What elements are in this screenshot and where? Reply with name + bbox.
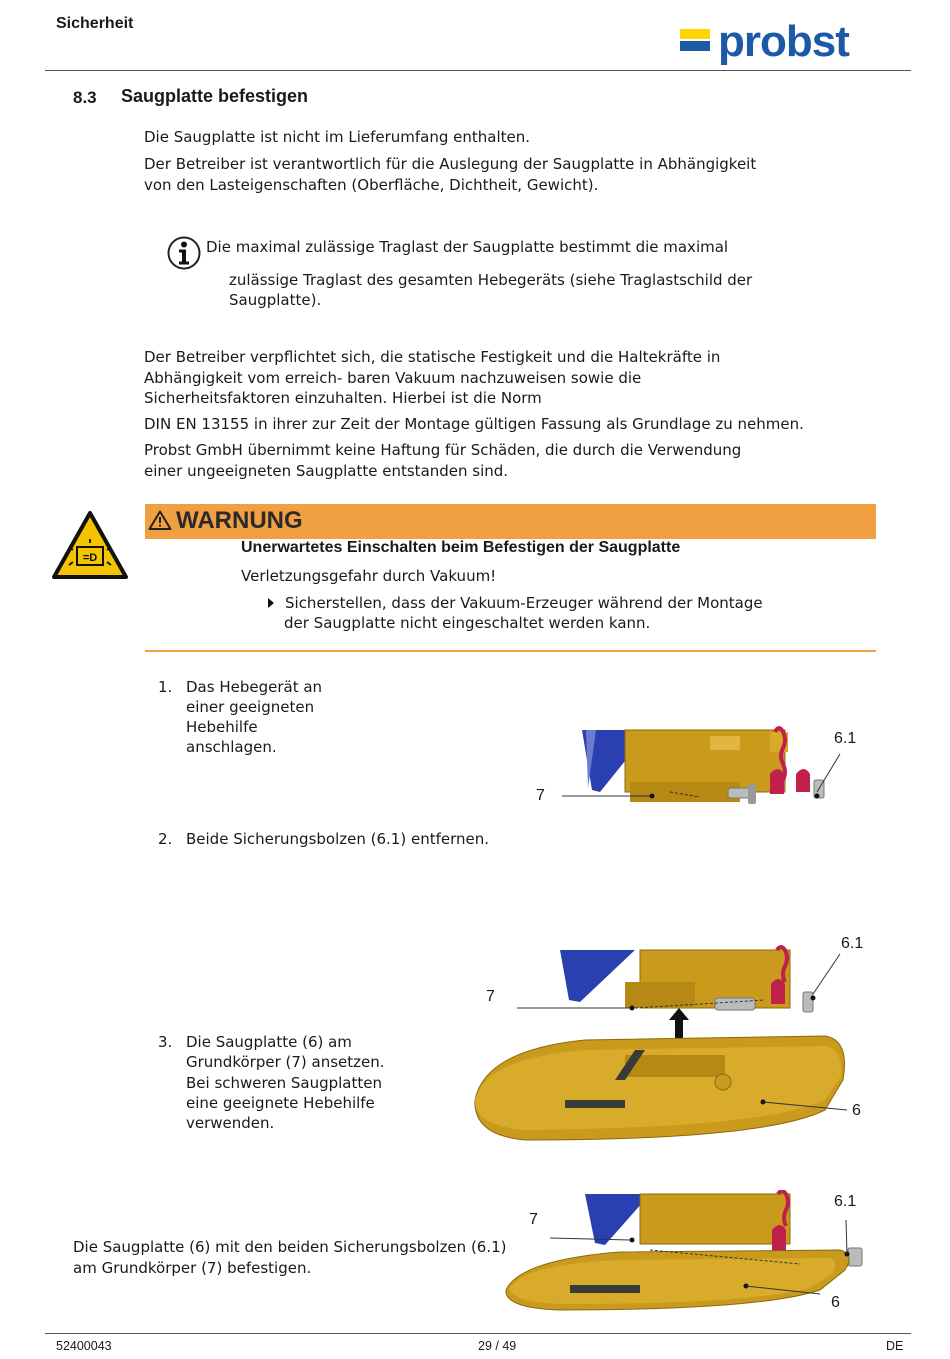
warning-action-line-1: Sicherstellen, dass der Vakuum-Erzeuger während der Montage: [285, 594, 763, 612]
step-2-line-1: Beide Sicherungsbolzen (6.1) entfernen.: [186, 830, 490, 848]
intro-paragraph-2-line1: Der Betreiber ist verantwortlich für die Auslegung der Saugplatte in Abhängigkeit: [144, 155, 757, 173]
step-3-line-1: Die Saugplatte (6) am: [186, 1033, 352, 1051]
operator-line-5: Probst GmbH übernimmt keine Haftung für Schäden, die durch die Verwendung: [144, 441, 742, 459]
info-line-2: zulässige Traglast des gesamten Hebegeräts (siehe Traglastschild der: [229, 271, 753, 289]
intro-paragraph-1: Die Saugplatte ist nicht im Lieferumfang enthalten.: [144, 128, 531, 146]
step-1-line-3: Hebehilfe: [186, 718, 258, 736]
warning-bar: [145, 504, 876, 539]
probst-logo: [680, 20, 908, 68]
pictogram-text: =D: [82, 552, 98, 564]
fig3-label-7: 7: [529, 1211, 538, 1228]
footer-language: DE: [886, 1339, 904, 1353]
header-section-title: Sicherheit: [56, 15, 134, 32]
step-1-line-4: anschlagen.: [186, 738, 277, 756]
operator-line-6: einer ungeeigneten Saugplatte entstanden sind.: [144, 462, 509, 480]
step-3-number: 3.: [158, 1033, 173, 1051]
operator-line-2: Abhängigkeit vom erreich- baren Vakuum nachzuweisen sowie die: [144, 369, 642, 387]
fig2-label-6: 6: [852, 1102, 861, 1119]
figure-suction-plate-positioning: [465, 940, 860, 1150]
step-2-number: 2.: [158, 830, 173, 848]
info-line-1: Die maximal zulässige Traglast der Saugplatte bestimmt die maximal: [206, 238, 729, 256]
operator-line-4: DIN EN 13155 in ihrer zur Zeit der Montage gültigen Fassung als Grundlage zu nehmen.: [144, 415, 804, 433]
warning-bottom-rule: [145, 650, 876, 652]
fig3-label-6-1: 6.1: [834, 1193, 857, 1210]
warning-subtitle: Unerwartetes Einschalten beim Befestigen der Saugplatte: [241, 539, 681, 556]
final-line-2: am Grundkörper (7) befestigen.: [73, 1259, 312, 1277]
footer-page-number: 29 / 49: [478, 1339, 517, 1353]
operator-line-1: Der Betreiber verpflichtet sich, die statische Festigkeit und die Haltekräfte in: [144, 348, 721, 366]
header-rule: [45, 70, 911, 71]
warning-triangle-icon: [148, 510, 172, 530]
svg-text:probst: probst: [718, 20, 849, 66]
final-line-1: Die Saugplatte (6) mit den beiden Sicherungsbolzen (6.1): [73, 1238, 507, 1256]
step-3-line-4: eine geeignete Hebehilfe: [186, 1094, 375, 1112]
step-3-line-2: Grundkörper (7) ansetzen.: [186, 1053, 385, 1071]
warning-label: WARNUNG: [176, 507, 303, 534]
section-number: 8.3: [73, 88, 97, 107]
footer-rule: [45, 1333, 911, 1334]
section-title: Saugplatte befestigen: [121, 86, 309, 106]
fig1-label-7: 7: [536, 787, 545, 804]
step-1-line-2: einer geeigneten: [186, 698, 315, 716]
action-arrow-icon: [267, 597, 275, 609]
step-1-line-1: Das Hebegerät an: [186, 678, 323, 696]
operator-line-3: Sicherheitsfaktoren einzuhalten. Hierbei ist die Norm: [144, 389, 542, 407]
footer-doc-number: 52400043: [56, 1339, 112, 1353]
figure-lifting-device: [530, 722, 870, 822]
warning-action-line-2: der Saugplatte nicht eingeschaltet werden kann.: [284, 614, 651, 632]
vacuum-warning-pictogram: [51, 510, 129, 580]
figure-suction-plate-fastened: [500, 1190, 870, 1315]
info-line-3: Saugplatte).: [229, 291, 322, 309]
info-icon: [166, 235, 202, 271]
intro-paragraph-2-line2: von den Lasteigenschaften (Oberfläche, Dichtheit, Gewicht).: [144, 176, 599, 194]
step-1-number: 1.: [158, 678, 173, 696]
fig1-label-6-1: 6.1: [834, 730, 857, 747]
fig2-label-7: 7: [486, 988, 495, 1005]
step-3-line-5: verwenden.: [186, 1114, 275, 1132]
warning-risk: Verletzungsgefahr durch Vakuum!: [241, 567, 497, 585]
fig3-label-6: 6: [831, 1294, 840, 1311]
fig2-label-6-1: 6.1: [841, 935, 864, 952]
step-3-line-3: Bei schweren Saugplatten: [186, 1074, 382, 1092]
